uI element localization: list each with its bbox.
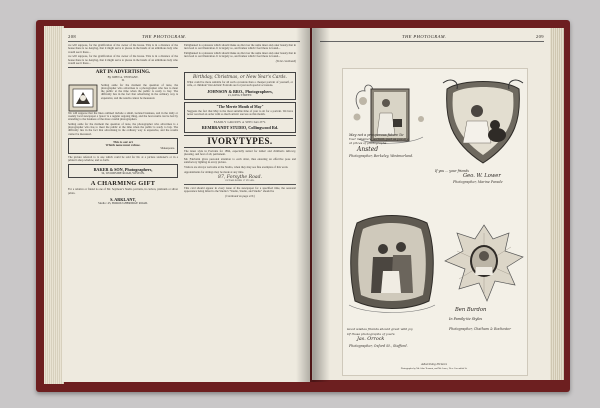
divider: [187, 118, 293, 119]
right-page-number: 209: [535, 34, 544, 39]
arklant-name: S. ARKLANT,: [110, 196, 136, 202]
br-credit: Photographer, Chatham & Rochester: [449, 327, 511, 331]
ivorytypes-title: IVORYTYPES.: [184, 135, 296, 148]
closing-text: This card should appear in every issue of the newspaper for a specified time, the seasonal appearance being timed to the Studio's "Studio, Studio, and Studio" should be: [184, 186, 296, 194]
art-quote-1: This is our art: [113, 139, 133, 144]
bl-name: Jas. Orrock: [357, 337, 385, 342]
br-note: In Family-tie Styles: [449, 317, 483, 321]
tl-note-3: at prices of photographs: [349, 141, 387, 145]
vignette-leaf-portrait: [443, 223, 525, 303]
col2-intro: Enlightened is a pleasure which should make us discover the same inner and outer beauty that in turn lead to our illustration. It is largely so, and frames which I feel there is found...: [184, 43, 296, 51]
birthday-heading: Birthday, Christmas, or New Year's Cards.: [193, 75, 287, 81]
article-body-2: We will suppose that the lines outlined include a small, isolated business, and in the daily or weekly local newspaper a 'space' is a regular ongoing thing, and the best results can be had by attending to the business of the more careful photographers.: [68, 110, 178, 122]
right-page: [312, 28, 550, 380]
left-column-2: [184, 44, 296, 378]
merrie-heading: "The Merrie Month of May": [216, 104, 264, 109]
ivorytypes-text-4: Appointments for sittings may be made at any time.: [184, 169, 244, 174]
tr-note: If you ... your friends: [435, 169, 469, 173]
ornament-illustration: [68, 84, 98, 112]
vignette-family-group: [347, 215, 437, 325]
br-name: Ben Burdon: [455, 307, 487, 313]
left-running-title: THE PHOTOGRAM.: [142, 34, 187, 39]
johnson-name: JOHNSON & BRO., Photographers,: [207, 88, 273, 94]
plate-caption-credit: Photographs by Mr. John Tennant, and Mr. Jones, New Cavendish St.: [400, 367, 468, 370]
rembrandt-studio: REMBRANDT STUDIO, Collingwood Rd.: [201, 124, 279, 130]
tl-credit: Photographer, Berkeley, Westmorland.: [349, 154, 414, 158]
forsythe-address: 87, Forsythe Road.: [218, 174, 262, 180]
tr-name: Geo. W. Lower: [463, 173, 501, 179]
left-header-rule: [68, 41, 300, 42]
divider: [68, 67, 178, 68]
page-edges-right: [548, 28, 564, 380]
article-author: By JOHN A. TENNANT.: [107, 75, 139, 80]
art-quote-credit: Shakespeare.: [160, 147, 175, 151]
merrie-text: Suggests the fact that May is the most suitable time of year to sit for a portrait. We have never received an order with so much artistic success as this month.: [187, 108, 293, 117]
left-page-number: 208: [68, 34, 77, 39]
ivorytypes-text-2: Mr. Fairbairn gives personal attention to each sitter, thus ensuring an effective pose and satisfactory lighting in every picture.: [184, 156, 296, 165]
ivorytypes-text-3: Visitors are always welcome at the Studio, when they may see fine examples of this work.: [184, 164, 289, 169]
col2-signoff: (To be continued): [275, 59, 296, 64]
article-number: II.: [121, 78, 125, 83]
plate-caption: Advertising Pictures: [421, 362, 447, 366]
baker-ad-address: 34, WOODSIDE ROAD, WISTON.: [101, 171, 145, 176]
article-body-3: Setting aside for the moment the question of taste, the photographer who advertises is a photographer who has to meet the public at the time when the public is ready to buy. The difficulty lies in the fact that advertising in the ordinary way is expensive, and the results cannot be measured.: [68, 121, 178, 136]
art-quote-2: Which none must refuse.: [105, 143, 141, 148]
col1-intro: we will suppose, for the gratification of the owner of the house. This is in a distance of the house there is no denying, that it might serve to please in the hands of an ambitious lady who would see it there...: [68, 43, 178, 54]
tl-note: May not a prosperous future lie: [349, 133, 404, 137]
johnson-address: 21, KING STREET.: [227, 92, 253, 97]
vignette-girl-portrait: [349, 79, 433, 175]
article-title: ART IN ADVERTISING.: [95, 70, 151, 76]
family-groups: FAMILY GROUPS A SPECIALITY.: [213, 120, 267, 125]
charming-gift-title: A CHARMING GIFT: [90, 180, 156, 188]
left-column-1: [68, 44, 178, 378]
art-note: The picture referred to is one which could be sold for 6d. at a picture stationer's or in a printer's shop window, and so forth.: [68, 154, 178, 162]
page-edges-left: [44, 26, 64, 384]
forsythe-established: ESTABLISHED 17 YEARS.: [225, 178, 255, 182]
right-header-rule: [320, 41, 544, 42]
charming-gift-text: For a relative or friend is one of Mr. Seymour's Studio portraits, in carbon, platinum or silver prints.: [68, 187, 178, 195]
tr-credit: Photographer, Marine Parade: [453, 180, 503, 184]
tl-name: Ansted: [357, 146, 379, 153]
birthday-text: What could be more suitable for all such occasions than a cheaper portrait of yourself, or wife, or children? Our Artistic Portraits are for just such special occasions.: [187, 79, 293, 87]
col1-intro-more: we will suppose, for the gratification of the owner of the house. This is in a distance of the house there is no denying, that it might serve to please in the hands of an ambitious lady who would see it there...: [68, 54, 178, 65]
left-page: [62, 28, 310, 382]
bl-note: Good wishes friends should greet with joy: [347, 327, 413, 331]
bl-note-2: Of those photographs of yours: [347, 332, 395, 336]
baker-ad-name: BAKER & SON, Photographers,: [93, 167, 153, 173]
arklant-address: Studio: 45, BOROUGHBRIDGE ROAD.: [98, 200, 148, 205]
bl-credit: Photographer, Oxford St., Stafford.: [349, 344, 408, 348]
article-body: Setting aside for the moment the question of taste, the photographer who advertises is a photographer who has to meet the public at the time when the public is ready to buy. The difficulty lies in the fact that advertising in the ordinary way is expensive, and the results cannot be measured.: [101, 82, 178, 100]
right-running-title: THE PHOTOGRAM.: [402, 34, 447, 39]
ivorytypes-text-1: The latest style in Portraits for 1894, especially suited for ladies' and children's delicacy, pleasing, and best of all, permanent.: [184, 148, 296, 156]
continued-note: (Continued on page 210.): [225, 194, 255, 199]
tl-note-2: Your miniature portrait, just as you are,: [349, 137, 410, 141]
divider: [184, 184, 296, 185]
photo-plate: [342, 68, 528, 376]
col2-intro-more: Enlightened is a pleasure which should make us discover the same inner and outer beauty that in turn lead to our illustration. It is largely so, and frames which I feel there is found...: [184, 51, 296, 59]
vignette-child-dog-portrait: [441, 77, 525, 167]
